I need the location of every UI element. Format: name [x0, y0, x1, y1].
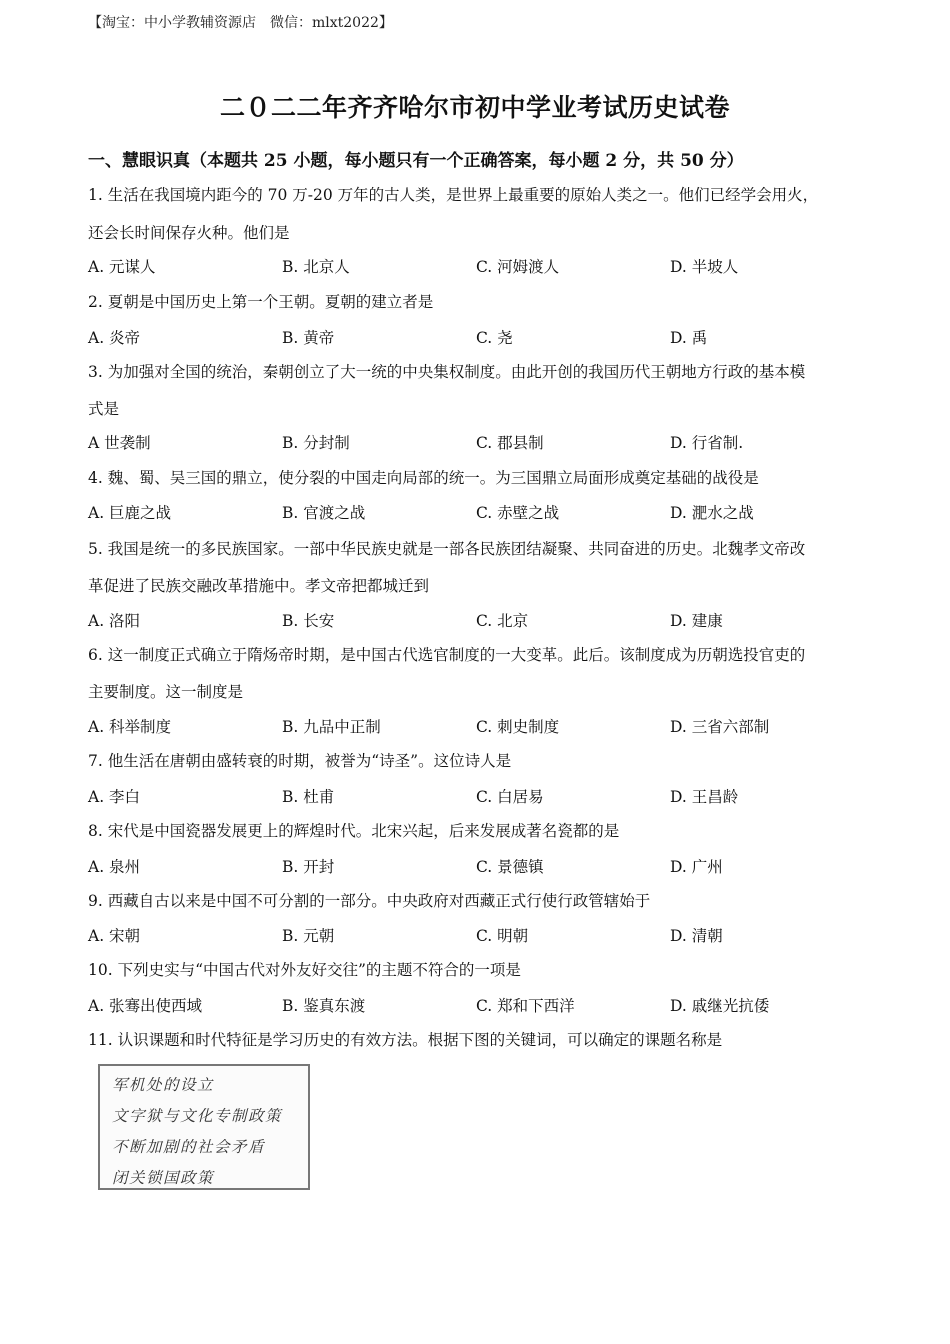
option-b: B. 元朝: [282, 927, 335, 945]
option-d: D. 清朝: [670, 927, 723, 945]
option-d: D. 半坡人: [670, 258, 739, 276]
option-c: C. 北京: [476, 612, 529, 630]
option-d: D. 戚继光抗倭: [670, 997, 770, 1015]
option-c: C. 郑和下西洋: [476, 997, 575, 1015]
option-a: A. 科举制度: [88, 718, 172, 736]
question-3-text: 3. 为加强对全国的统治，秦朝创立了大一统的中央集权制度。由此开创的我国历代王朝地方行政的基本模: [88, 363, 806, 381]
question-4-options: [88, 501, 868, 523]
option-a: A. 泉州: [88, 858, 141, 876]
question-11-text: 11. 认识课题和时代特征是学习历史的有效方法。根据下图的关键词，可以确定的课题名称是: [88, 1031, 723, 1049]
option-b: B. 官渡之战: [282, 504, 366, 522]
option-b: B. 黄帝: [282, 329, 335, 347]
question-10-options: [88, 994, 868, 1016]
option-d: D. 淝水之战: [670, 504, 754, 522]
question-5-text: 5. 我国是统一的多民族国家。一部中华民族史就是一部各民族团结凝聚、共同奋进的历史。北魏孝文帝改: [88, 540, 806, 558]
question-7-options: [88, 785, 868, 807]
option-b: B. 北京人: [282, 258, 350, 276]
question-8-options: [88, 855, 868, 877]
watermark-header: 【淘宝：中小学教辅资源店 微信：mlxt2022】: [88, 15, 393, 31]
question-1-text-cont: 还会长时间保存火种。他们是: [88, 224, 290, 242]
option-a: A. 宋朝: [88, 927, 141, 945]
question-7-text: 7. 他生活在唐朝由盛转衰的时期，被誉为“诗圣”。这位诗人是: [88, 752, 512, 770]
question-9-options: [88, 924, 868, 946]
option-d: D. 建康: [670, 612, 723, 630]
question-3-options: [88, 431, 868, 453]
keyword-box: [98, 1064, 310, 1190]
option-a: A. 洛阳: [88, 612, 141, 630]
question-9-text: 9. 西藏自古以来是中国不可分割的一部分。中央政府对西藏正式行使行政管辖始于: [88, 892, 651, 910]
question-6-options: [88, 715, 868, 737]
option-c: C. 明朝: [476, 927, 529, 945]
question-8-text: 8. 宋代是中国瓷器发展更上的辉煌时代。北宋兴起，后来发展成著名瓷都的是: [88, 822, 620, 840]
keyword-item: 文字狱与文化专制政策: [112, 1107, 283, 1125]
option-a: A. 炎帝: [88, 329, 141, 347]
option-d: D. 行省制.: [670, 434, 744, 452]
question-3-text-cont: 式是: [88, 400, 120, 418]
question-6-text: 6. 这一制度正式确立于隋炀帝时期，是中国古代选官制度的一大变革。此后。该制度成为历朝选投官吏的: [88, 646, 806, 664]
option-b: B. 九品中正制: [282, 718, 381, 736]
keyword-item: 闭关锁国政策: [112, 1169, 215, 1187]
option-d: D. 王昌龄: [670, 788, 739, 806]
keyword-item: 不断加剧的社会矛盾: [112, 1138, 266, 1156]
option-a: A. 巨鹿之战: [88, 504, 172, 522]
option-d: D. 禹: [670, 329, 708, 347]
option-b: B. 开封: [282, 858, 335, 876]
exam-title: 二０二二年齐齐哈尔市初中学业考试历史试卷: [219, 93, 730, 122]
option-d: D. 三省六部制: [670, 718, 770, 736]
option-a: A. 张骞出使西域: [88, 997, 203, 1015]
question-2-options: [88, 326, 868, 348]
question-1-text: 1. 生活在我国境内距今的 70 万-20 万年的古人类，是世界上最重要的原始人类之一。他们已经学会用火，: [88, 186, 819, 204]
section-heading: 一、慧眼识真（本题共 25 小题，每小题只有一个正确答案，每小题 2 分，共 50 分）: [88, 151, 744, 171]
question-5-text-cont: 革促进了民族交融改革措施中。孝文帝把都城迁到: [88, 577, 430, 595]
option-a: A. 元谋人: [88, 258, 156, 276]
option-c: C. 赤壁之战: [476, 504, 560, 522]
question-1-options: [88, 255, 868, 277]
option-b: B. 分封制: [282, 434, 350, 452]
option-c: C. 景德镇: [476, 858, 544, 876]
keyword-item: 军机处的设立: [112, 1076, 215, 1094]
option-c: C. 刺史制度: [476, 718, 560, 736]
option-c: C. 郡县制: [476, 434, 544, 452]
option-c: C. 尧: [476, 329, 513, 347]
option-c: C. 河姆渡人: [476, 258, 560, 276]
option-a: A 世袭制: [88, 434, 151, 452]
question-6-text-cont: 主要制度。这一制度是: [88, 683, 244, 701]
option-c: C. 白居易: [476, 788, 544, 806]
option-d: D. 广州: [670, 858, 723, 876]
option-b: B. 鉴真东渡: [282, 997, 366, 1015]
option-b: B. 杜甫: [282, 788, 335, 806]
question-5-options: [88, 609, 868, 631]
option-b: B. 长安: [282, 612, 335, 630]
question-2-text: 2. 夏朝是中国历史上第一个王朝。夏朝的建立者是: [88, 293, 434, 311]
question-4-text: 4. 魏、蜀、吴三国的鼎立，使分裂的中国走向局部的统一。为三国鼎立局面形成奠定基础的战役是: [88, 469, 759, 487]
question-10-text: 10. 下列史实与“中国古代对外友好交往”的主题不符合的一项是: [88, 961, 521, 979]
option-a: A. 李白: [88, 788, 141, 806]
